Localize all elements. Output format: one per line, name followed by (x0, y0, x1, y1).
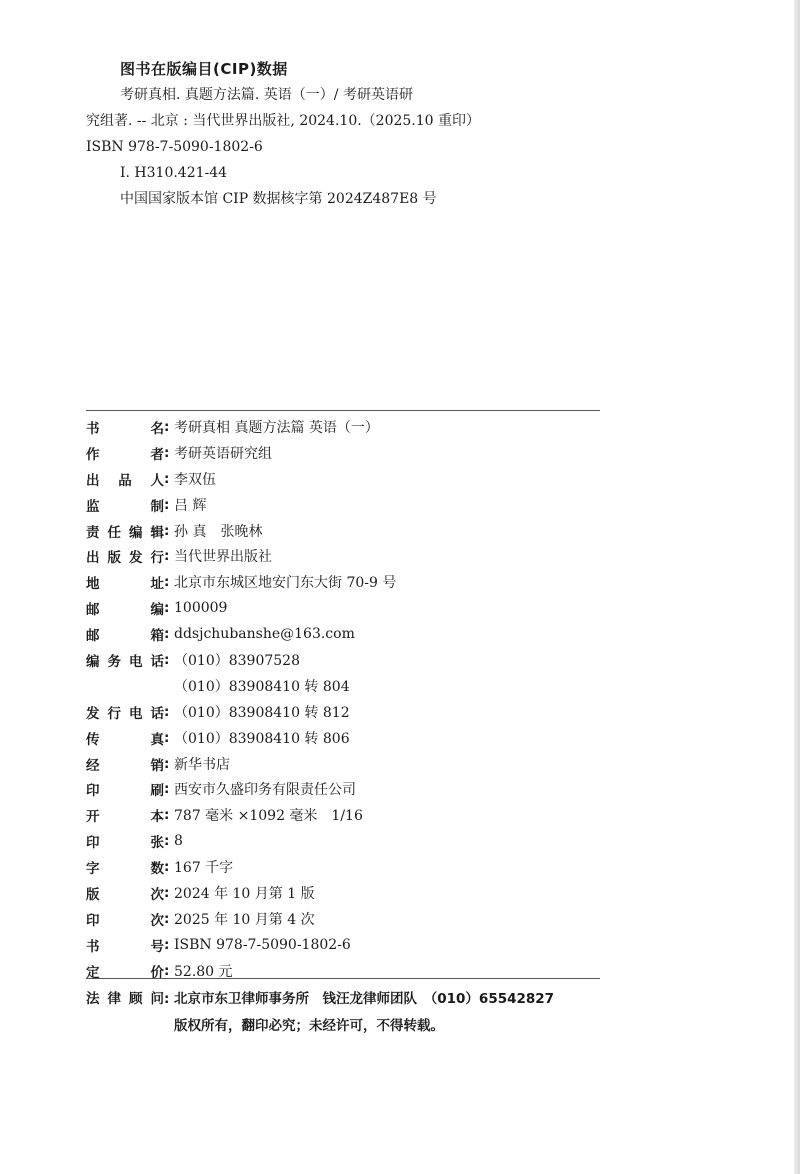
info-value: 2024 年 10 月第 1 版 (174, 885, 315, 902)
copyright-notice: 版权所有，翻印必究；未经许可，不得转载。 (174, 1018, 444, 1034)
info-colon: : (164, 910, 170, 927)
info-row (86, 906, 606, 932)
info-colon: : (164, 962, 170, 979)
info-colon: : (164, 859, 170, 876)
cip-line: 究组著. -- 北京 : 当代世界出版社, 2024.10.（2025.10 重印） (86, 113, 481, 129)
info-colon: : (164, 884, 170, 901)
info-row (86, 725, 606, 751)
info-value: 北京市东城区地安门东大街 70-9 号 (174, 575, 397, 592)
info-label: 邮箱 (86, 628, 164, 645)
cip-line: ISBN 978-7-5090-1802-6 (86, 139, 263, 155)
cip-line: Ⅰ. H310.421-44 (120, 165, 228, 181)
info-value: （010）83908410 转 804 (174, 678, 350, 695)
info-row (86, 828, 606, 854)
info-colon: : (164, 729, 170, 746)
info-row (86, 621, 606, 647)
info-row (86, 751, 606, 777)
info-value: 西安市久盛印务有限责任公司 (174, 782, 356, 799)
info-value: 考研英语研究组 (174, 445, 272, 462)
cip-line: 考研真相. 真题方法篇. 英语（一）/ 考研英语研 (120, 87, 413, 103)
info-label: 书名 (86, 420, 164, 437)
info-colon: : (164, 548, 170, 565)
info-label: 书号 (86, 938, 164, 955)
info-label: 印张 (86, 835, 164, 852)
info-label: 出品人 (86, 472, 164, 489)
info-label: 版次 (86, 886, 164, 903)
info-row (86, 854, 606, 880)
info-colon: : (164, 574, 170, 591)
info-value: （010）83907528 (174, 652, 300, 669)
info-label: 邮编 (86, 602, 164, 619)
info-label: 监制 (86, 498, 164, 515)
info-label: 责任编辑 (86, 524, 164, 541)
legal-value: 北京市东卫律师事务所 钱汪龙律师团队 （010）65542827 (174, 991, 555, 1007)
info-value: ddsjchubanshe@163.com (174, 626, 355, 643)
cip-line: 中国国家版本馆 CIP 数据核字第 2024Z487E8 号 (120, 191, 437, 207)
publication-info (86, 414, 606, 984)
info-label: 出版发行 (86, 550, 164, 567)
info-row (86, 543, 606, 569)
info-row (86, 958, 606, 984)
info-row (86, 440, 606, 466)
cip-title: 图书在版编目(CIP)数据 (120, 60, 288, 78)
legal-block (86, 986, 686, 1040)
info-label: 地址 (86, 576, 164, 593)
info-row (86, 466, 606, 492)
info-row (86, 776, 606, 802)
legal-label: 法律顾问 (86, 991, 164, 1007)
info-row (86, 699, 606, 725)
info-row (86, 647, 606, 673)
info-value: 当代世界出版社 (174, 549, 272, 566)
info-colon: : (164, 833, 170, 850)
info-label: 传真 (86, 731, 164, 748)
info-label: 发行电话 (86, 705, 164, 722)
info-row (86, 932, 606, 958)
info-label: 经销 (86, 757, 164, 774)
info-colon: : (164, 651, 170, 668)
info-value: ISBN 978-7-5090-1802-6 (174, 936, 351, 953)
info-label: 字数 (86, 861, 164, 878)
info-value: 新华书店 (174, 756, 230, 773)
info-value: 167 千字 (174, 860, 234, 877)
info-row (86, 518, 606, 544)
info-colon: : (164, 470, 170, 487)
info-value: 孙 真 张晚林 (174, 523, 263, 540)
info-value: 8 (174, 833, 183, 850)
info-row (86, 880, 606, 906)
info-colon: : (164, 936, 170, 953)
info-colon: : (164, 781, 170, 798)
info-colon: : (164, 703, 170, 720)
info-colon: : (164, 626, 170, 643)
info-colon: : (164, 496, 170, 513)
divider-top (86, 410, 600, 411)
info-value: 吕 辉 (174, 497, 207, 514)
divider-bottom (86, 978, 600, 979)
info-colon: : (164, 755, 170, 772)
info-colon: : (164, 600, 170, 617)
info-colon: : (164, 418, 170, 435)
info-row (86, 673, 606, 699)
info-value: 787 毫米 ×1092 毫米 1/16 (174, 808, 363, 825)
info-label: 开本 (86, 809, 164, 826)
legal-colon: : (164, 991, 170, 1007)
page-edge (794, 0, 800, 1174)
info-colon: : (164, 444, 170, 461)
info-value: （010）83908410 转 812 (174, 704, 350, 721)
info-value: 2025 年 10 月第 4 次 (174, 911, 315, 928)
info-label: 印次 (86, 912, 164, 929)
info-row (86, 595, 606, 621)
info-row (86, 492, 606, 518)
info-label: 作者 (86, 446, 164, 463)
info-row (86, 569, 606, 595)
info-row (86, 802, 606, 828)
info-value: 李双伍 (174, 471, 216, 488)
info-value: 52.80 元 (174, 963, 233, 980)
info-value: （010）83908410 转 806 (174, 730, 350, 747)
cip-block (86, 56, 646, 212)
info-colon: : (164, 522, 170, 539)
info-label: 编务电话 (86, 653, 164, 670)
info-label: 印刷 (86, 783, 164, 800)
legal-row (86, 986, 686, 1013)
info-row (86, 414, 606, 440)
info-label: 定价 (86, 964, 164, 981)
info-value: 100009 (174, 600, 228, 617)
info-colon: : (164, 807, 170, 824)
info-value: 考研真相 真题方法篇 英语（一） (174, 419, 379, 436)
